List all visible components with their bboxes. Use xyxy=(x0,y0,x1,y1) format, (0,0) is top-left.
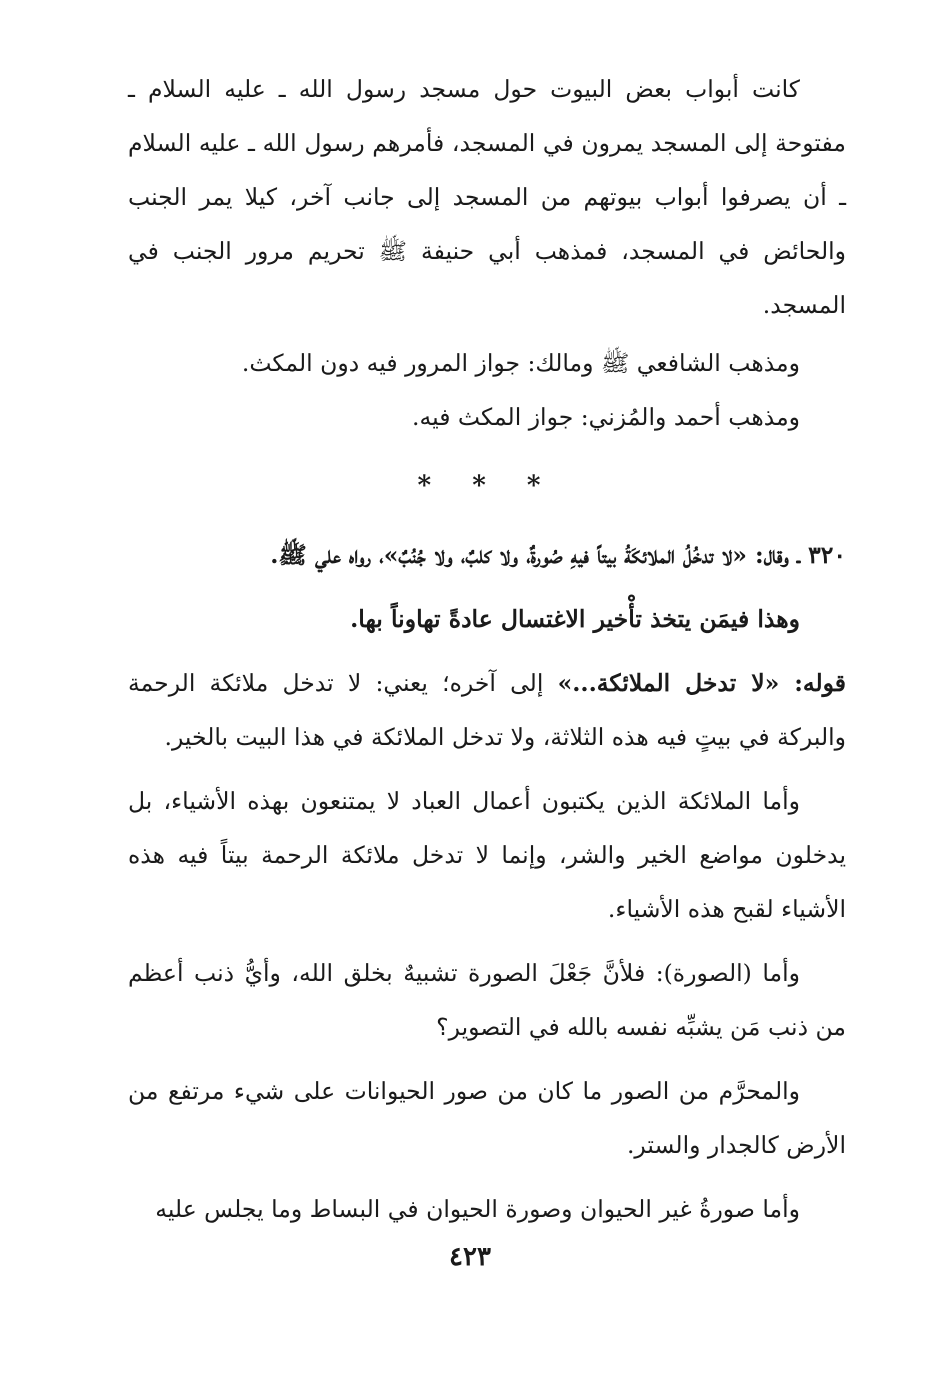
paragraph-forbidden-images: والمحرَّم من الصور ما كان من صور الحيوانات على شيء مرتفع من الأرض كالجدار والستر. xyxy=(128,1077,846,1159)
paragraph-non-animal-images: وأما صورةُ غير الحيوان وصورة الحيوان في البساط وما يجلس عليه xyxy=(155,1195,800,1223)
hadith-text: ٣٢٠ ـ وقال: «لا تدخُلُ الملائكَةُ بيتاً فيهِ صُورةٌ، ولا كلبٌ، ولا جُنُبٌ»، رواه علي ﷺ. xyxy=(270,541,846,569)
section-separator: * * * xyxy=(417,471,557,501)
page-body xyxy=(128,62,846,1236)
page-number: ٤٢٣ xyxy=(449,1242,491,1272)
paragraph-recording-angels: وأما الملائكة الذين يكتبون أعمال العباد لا يمتنعون بهذه الأشياء، بل يدخلون مواضع الخير والشر، وإنما لا تدخل ملائكة الرحمة بيتاً فيه هذه الأشياء لقبح هذه الأشياء. xyxy=(128,787,846,923)
paragraph-ahmad: ومذهب أحمد والمُزني: جواز المكث فيه. xyxy=(412,403,800,431)
paragraph-doors: كانت أبواب بعض البيوت حول مسجد رسول الله ـ عليه السلام ـ مفتوحة إلى المسجد يمرون في المسجد، فأمرهم رسول الله ـ عليه السلام ـ أن يصرفوا أبواب بيوتهم من المسجد إلى جانب آخر، كيلا يمر الجنب والحائض في المسجد، فمذهب أبي حنيفة ﷺ تحريم مرور الجنب في المسجد. xyxy=(128,75,846,319)
hadith-note: وهذا فيمَن يتخذ تأْخير الاغتسال عادةً تهاوناً بها. xyxy=(350,605,800,633)
commentary-lead-label: قوله: «لا تدخل الملائكة...» xyxy=(557,669,846,697)
commentary-lead xyxy=(128,656,846,764)
paragraph-shafii: ومذهب الشافعي ﷺ ومالك: جواز المرور فيه دون المكث. xyxy=(241,349,800,377)
commentary-lead-text: إلى آخره؛ يعني: لا تدخل ملائكة الرحمة والبركة في بيتٍ فيه هذه الثلاثة، ولا تدخل الملائكة في هذا البيت بالخير. xyxy=(128,669,846,751)
paragraph-image: وأما (الصورة): فلأنَّ جَعْلَ الصورة تشبيهٌ بخلق الله، وأيُّ ذنب أعظم من ذنب مَن يشبِّه نفسه بالله في التصوير؟ xyxy=(128,959,846,1041)
